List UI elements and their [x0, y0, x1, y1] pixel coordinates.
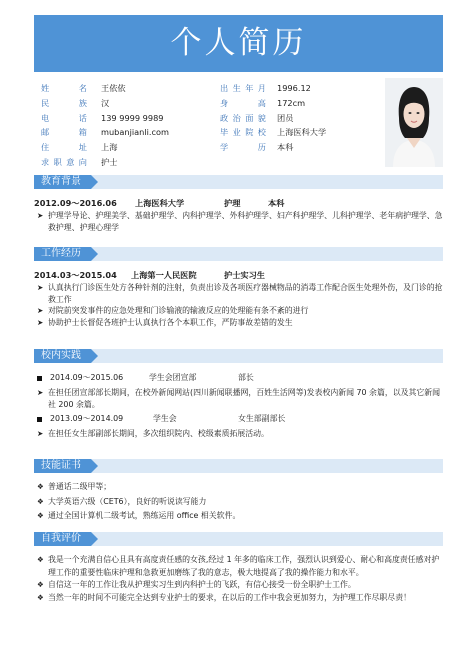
info-value: 王依依: [101, 83, 126, 93]
diamond-bullet-icon: ❖: [37, 555, 44, 564]
list-item: [34, 495, 443, 510]
self-eval-text: 我是一个充满自信心且具有高度责任感的女孩,经过 1 年多的临床工作，强烈认识到爱心、耐心和高度责任感对护理工作的重要性临床护理和急救更加磨练了我的意志，极大地提高了我的操作能力和水平。: [48, 555, 440, 577]
info-value: 1996.12: [277, 83, 311, 93]
resume-title: 个人简历: [170, 25, 307, 61]
diamond-bullet-icon: ❖: [37, 496, 44, 506]
info-label: 身高: [220, 97, 266, 108]
self-eval-text: 当然一年的时间不可能完全达到专业护士的要求，在以后的工作中我会更加努力，为护理工作尽职尽责！: [48, 592, 411, 602]
info-value: 上海医科大学: [277, 127, 327, 138]
campus-block: [34, 372, 443, 440]
campus-desc: 在担任女生部副部长期间，多次组织院内、校级素质拓展活动。: [48, 429, 269, 439]
section-tag: [34, 532, 91, 546]
work-item-text: 认真执行门诊医生处方各种针剂的注射，负责出诊及各项医疗器械物品的消毒工作配合医生处理外伤，及门诊的抢救工作: [48, 283, 443, 304]
info-row: [34, 125, 374, 140]
education-period: 2012.09～2016.06: [34, 198, 117, 208]
list-item: [34, 317, 443, 329]
education-major: 护理: [224, 198, 241, 208]
section-education: [34, 175, 443, 189]
section-work: [34, 247, 443, 261]
list-item: [34, 305, 443, 317]
info-label: 学历: [220, 142, 266, 153]
info-row: [34, 140, 374, 155]
self-eval-text: 自信这一年的工作让我从护理实习生到内科护士的飞跃，有信心接受一份全职护士工作。: [48, 580, 356, 589]
education-header: [34, 197, 443, 210]
work-header: [34, 269, 443, 282]
campus-role: 女生部副部长: [238, 414, 286, 424]
skill-text: 通过全国计算机二级考试，熟练运用 office 相关软件。: [48, 511, 241, 520]
section-skills: [34, 459, 443, 473]
campus-entry-header: [34, 413, 443, 425]
campus-org: 学生会团宣部: [149, 373, 197, 382]
campus-org: 学生会: [153, 414, 177, 424]
info-value: mubanjianli.com: [101, 127, 169, 138]
work-role: 护士实习生: [224, 270, 265, 280]
info-row: [34, 81, 374, 96]
list-item: [34, 282, 443, 305]
arrow-icon: ➤: [37, 388, 44, 397]
section-self-evaluation: [34, 532, 443, 546]
education-school: 上海医科大学: [135, 198, 185, 208]
diamond-bullet-icon: ❖: [37, 592, 44, 602]
arrow-icon: ➤: [37, 283, 44, 292]
work-org: 上海第一人民医院: [131, 270, 197, 280]
list-item: [34, 480, 443, 495]
personal-info: [34, 81, 374, 170]
self-evaluation-block: [34, 554, 443, 604]
campus-period: 2013.09～2014.09: [50, 414, 124, 424]
section-title: 自我评价: [41, 533, 81, 544]
education-block: [34, 197, 443, 233]
campus-entry-header: [34, 372, 443, 384]
info-label: 住址: [41, 142, 87, 153]
portrait-icon: [385, 78, 443, 167]
square-bullet-icon: [37, 376, 42, 381]
info-value: 团员: [277, 112, 294, 123]
info-label: 出生年月: [220, 83, 266, 93]
skills-block: [34, 480, 443, 524]
campus-desc: 在担任团宣部部长期间，在校外新闻网站(四川新闻联播网，百姓生活网等)发表校内新闻 70 余篇，以及其它新闻社 200 余篇。: [48, 388, 441, 409]
list-item: [34, 210, 443, 233]
campus-role: 部长: [238, 373, 254, 382]
campus-period: 2014.09～2015.06: [50, 373, 124, 382]
section-title: 技能证书: [41, 460, 81, 471]
section-campus: [34, 349, 443, 363]
profile-photo: [385, 78, 443, 167]
diamond-bullet-icon: ❖: [37, 580, 44, 589]
arrow-icon: ➤: [37, 306, 44, 316]
section-title: 校内实践: [41, 350, 81, 361]
diamond-bullet-icon: ❖: [37, 511, 44, 520]
info-row: [34, 155, 374, 170]
work-item-text: 协助护士长督促各班护士认真执行各个本职工作，严防事故差错的发生: [48, 317, 293, 327]
square-bullet-icon: [37, 417, 42, 422]
info-label: 政治面貌: [220, 112, 266, 123]
education-degree: 本科: [268, 198, 285, 208]
info-row: [34, 96, 374, 111]
info-label: 求职意向: [41, 156, 87, 167]
section-tag: [34, 247, 91, 261]
info-value: 上海: [101, 142, 118, 153]
info-value: 汉: [101, 97, 110, 108]
section-title: 工作经历: [41, 248, 81, 259]
section-tag: [34, 175, 91, 189]
info-label: 邮箱: [41, 127, 87, 138]
list-item: [34, 428, 443, 440]
info-value: 172cm: [277, 97, 306, 108]
info-label: 民族: [41, 97, 87, 108]
info-row: [34, 111, 374, 126]
education-courses: 护理学导论、护理美学、基础护理学、内科护理学、外科护理学、妇产科护理学、儿科护理学、老年病护理学、急救护理、护理心理学: [48, 211, 443, 232]
info-value: 本科: [277, 142, 294, 153]
list-item: [34, 554, 443, 579]
diamond-bullet-icon: ❖: [37, 482, 44, 491]
section-tag: [34, 459, 91, 473]
section-tag: [34, 349, 91, 363]
info-label: 电话: [41, 112, 87, 123]
list-item: [34, 509, 443, 524]
list-item: [34, 387, 443, 410]
arrow-icon: ➤: [37, 211, 44, 220]
work-item-text: 对院前突发事件的应急处理和门诊输液的输液反应的处理能有条不紊的进行: [48, 306, 309, 316]
info-value: 139 9999 9989: [101, 112, 164, 123]
list-item: [34, 579, 443, 592]
info-label: 姓名: [41, 83, 87, 93]
title-banner: [34, 15, 443, 72]
skill-text: 普通话二级甲等；: [48, 482, 112, 491]
arrow-icon: ➤: [37, 429, 44, 439]
work-period: 2014.03～2015.04: [34, 270, 117, 280]
section-title: 教育背景: [41, 176, 81, 187]
arrow-icon: ➤: [37, 317, 44, 327]
info-label: 毕业院校: [220, 127, 266, 138]
info-value: 护士: [101, 156, 118, 167]
skill-text: 大学英语六级（CET6），良好的听说读写能力: [48, 496, 207, 506]
list-item: [34, 592, 443, 605]
work-block: [34, 269, 443, 328]
